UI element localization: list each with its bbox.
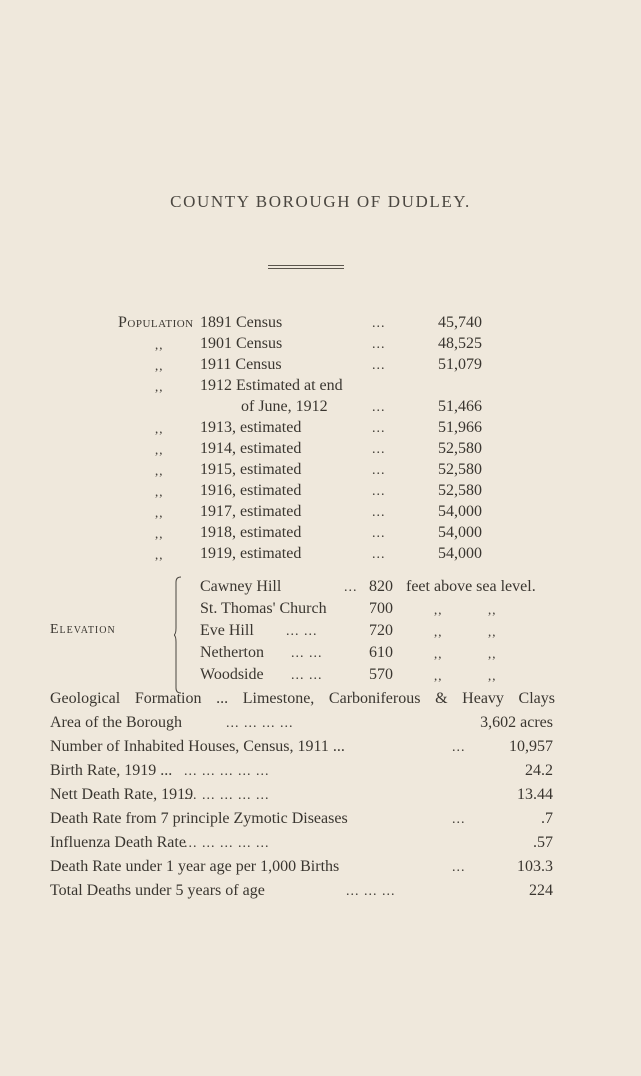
population-row-desc: 1912 Estimated at end — [200, 377, 343, 394]
ditto-mark: ,, — [155, 442, 164, 457]
ditto-mark: ,, — [155, 421, 164, 436]
stat-value: 224 — [529, 882, 553, 899]
population-row-desc: 1911 Census — [200, 356, 282, 373]
stat-value: 13.44 — [517, 786, 553, 803]
geological-formation: Geological Formation ... Limestone, Carboniferous & Heavy Clays — [50, 690, 555, 707]
population-value: 54,000 — [438, 545, 482, 562]
ditto-mark: ,, — [155, 337, 164, 352]
leader-dots: ... — [452, 740, 466, 755]
stat-value: .57 — [533, 834, 553, 851]
ditto-mark: ,, — [155, 547, 164, 562]
elevation-value: 720 — [369, 622, 393, 639]
elevation-place: Cawney Hill — [200, 578, 282, 595]
ditto-mark: ,, — [434, 646, 443, 661]
stat-value: 3,602 acres — [480, 714, 553, 731]
elevation-value: 700 — [369, 600, 393, 617]
population-row-desc: 1901 Census — [200, 335, 283, 352]
population-value: 48,525 — [438, 335, 482, 352]
population-value: 51,466 — [438, 398, 482, 415]
stat-label: Nett Death Rate, 1919 — [50, 786, 194, 803]
leader-dots: ... ... — [286, 624, 318, 639]
stat-label: Area of the Borough — [50, 714, 182, 731]
ditto-mark: ,, — [488, 624, 497, 639]
leader-dots: ... — [452, 812, 466, 827]
stat-value: 103.3 — [517, 858, 553, 875]
population-row-desc: 1919, estimated — [200, 545, 302, 562]
leader-dots: ... ... ... — [346, 884, 396, 899]
leader-dots: ... — [372, 463, 386, 478]
stat-label: Influenza Death Rate — [50, 834, 186, 851]
elevation-place: St. Thomas' Church — [200, 600, 327, 617]
brace-bracket — [174, 576, 182, 694]
leader-dots: ... — [372, 484, 386, 499]
leader-dots: ... — [344, 580, 358, 595]
population-value: 51,966 — [438, 419, 482, 436]
stat-value: 24.2 — [525, 762, 553, 779]
stat-label: Death Rate from 7 principle Zymotic Diseases — [50, 810, 348, 827]
elevation-unit: feet above sea level. — [406, 578, 536, 595]
population-row-desc: 1917, estimated — [200, 503, 302, 520]
ditto-mark: ,, — [155, 526, 164, 541]
elevation-place: Woodside — [200, 666, 264, 683]
leader-dots: ... — [372, 316, 386, 331]
population-value: 54,000 — [438, 524, 482, 541]
stat-label: Number of Inhabited Houses, Census, 1911 ... — [50, 738, 345, 755]
stat-label: Birth Rate, 1919 ... — [50, 762, 173, 779]
leader-dots: ... ... ... ... ... — [184, 788, 270, 803]
leader-dots: ... — [372, 337, 386, 352]
ditto-mark: ,, — [434, 668, 443, 683]
population-row-desc: 1916, estimated — [200, 482, 302, 499]
ditto-mark: ,, — [434, 602, 443, 617]
population-value: 51,079 — [438, 356, 482, 373]
population-row-desc: 1914, estimated — [200, 440, 302, 457]
leader-dots: ... ... ... ... ... — [184, 764, 270, 779]
population-value: 52,580 — [438, 482, 482, 499]
population-value: 52,580 — [438, 461, 482, 478]
stat-value: .7 — [541, 810, 553, 827]
stat-value: 10,957 — [509, 738, 553, 755]
ditto-mark: ,, — [488, 646, 497, 661]
leader-dots: ... — [372, 547, 386, 562]
leader-dots: ... — [372, 421, 386, 436]
population-row-desc: 1918, estimated — [200, 524, 302, 541]
population-row-desc: 1915, estimated — [200, 461, 302, 478]
elevation-place: Eve Hill — [200, 622, 254, 639]
ditto-mark: ,, — [155, 379, 164, 394]
title-rule-bottom — [268, 268, 344, 269]
ditto-mark: ,, — [434, 624, 443, 639]
leader-dots: ... ... ... ... ... — [184, 836, 270, 851]
ditto-mark: ,, — [488, 602, 497, 617]
page-title: COUNTY BOROUGH OF DUDLEY. — [170, 192, 471, 211]
population-value: 52,580 — [438, 440, 482, 457]
leader-dots: ... — [372, 400, 386, 415]
ditto-mark: ,, — [155, 358, 164, 373]
leader-dots: ... ... — [291, 646, 323, 661]
elevation-value: 610 — [369, 644, 393, 661]
population-label: Population — [118, 314, 194, 331]
population-row-desc: 1913, estimated — [200, 419, 302, 436]
title-rule-top — [268, 265, 344, 266]
leader-dots: ... — [372, 526, 386, 541]
ditto-mark: ,, — [155, 463, 164, 478]
elevation-value: 570 — [369, 666, 393, 683]
population-value: 45,740 — [438, 314, 482, 331]
leader-dots: ... — [372, 358, 386, 373]
stat-label: Death Rate under 1 year age per 1,000 Births — [50, 858, 340, 875]
population-row-desc-continued: of June, 1912 — [241, 398, 328, 415]
ditto-mark: ,, — [155, 505, 164, 520]
elevation-value: 820 — [369, 578, 393, 595]
ditto-mark: ,, — [488, 668, 497, 683]
leader-dots: ... — [372, 442, 386, 457]
population-value: 54,000 — [438, 503, 482, 520]
leader-dots: ... ... ... ... — [226, 716, 294, 731]
leader-dots: ... — [452, 860, 466, 875]
elevation-label: Elevation — [50, 622, 116, 637]
population-row-desc: 1891 Census — [200, 314, 283, 331]
leader-dots: ... — [372, 505, 386, 520]
stat-label: Total Deaths under 5 years of age — [50, 882, 265, 899]
ditto-mark: ,, — [155, 484, 164, 499]
leader-dots: ... ... — [291, 668, 323, 683]
elevation-place: Netherton — [200, 644, 264, 661]
